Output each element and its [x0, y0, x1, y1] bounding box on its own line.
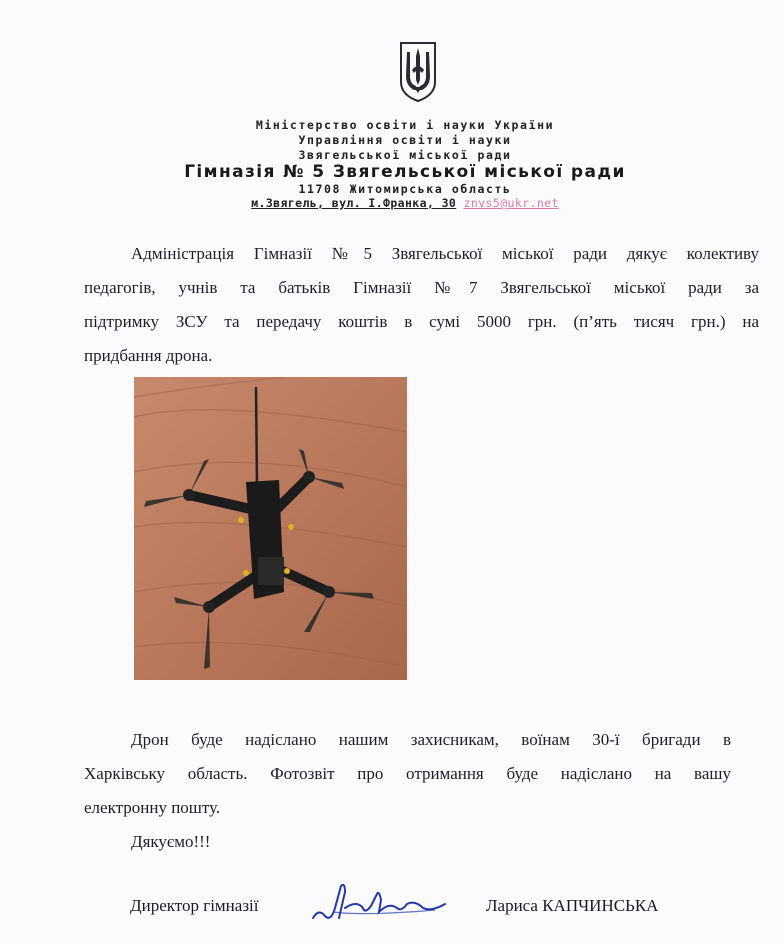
address-line: [0, 196, 784, 210]
signature-title: Директор гімназії: [130, 896, 259, 915]
email-link[interactable]: znvs5@ukr.net: [463, 196, 559, 210]
ministry-line: Міністерство освіти і науки України: [255, 118, 555, 132]
school-name: Гімназія № 5 Звягельської міської ради: [184, 162, 626, 182]
council-line: Звягельської міської ради: [298, 148, 512, 162]
street-address: м.Звягель, вул. І.Франка, 30: [251, 196, 457, 210]
department-line: Управління освіти і науки: [298, 133, 512, 147]
handwritten-signature: [305, 878, 455, 928]
paragraph-line: Харківську область. Фотозвіт про отримання буде надіслано на вашу: [84, 764, 731, 783]
director-name: Лариса КАПЧИНСЬКА: [486, 896, 659, 915]
tryzub-emblem-icon: [396, 40, 440, 104]
paragraph-line: підтримку ЗСУ та передачу коштів в сумі 5000 грн. (п’ять тисяч грн.) на: [84, 312, 759, 331]
drone-photo: [134, 377, 407, 680]
postal-line: 11708 Житомирська область: [298, 182, 512, 196]
thanks-text: Дякуємо!!!: [131, 832, 211, 851]
paragraph-line: Адміністрація Гімназії №5 Звягельської міської ради дякує колективу: [131, 244, 759, 263]
paragraph-line: придбання дрона.: [84, 346, 213, 365]
paragraph-line: Дрон буде надіслано нашим захисникам, воїнам 30-ї бригади в: [131, 730, 731, 749]
paragraph-line: електронну пошту.: [84, 798, 221, 817]
paragraph-line: педагогів, учнів та батьків Гімназії №7 Звягельської міської ради за: [84, 278, 759, 297]
